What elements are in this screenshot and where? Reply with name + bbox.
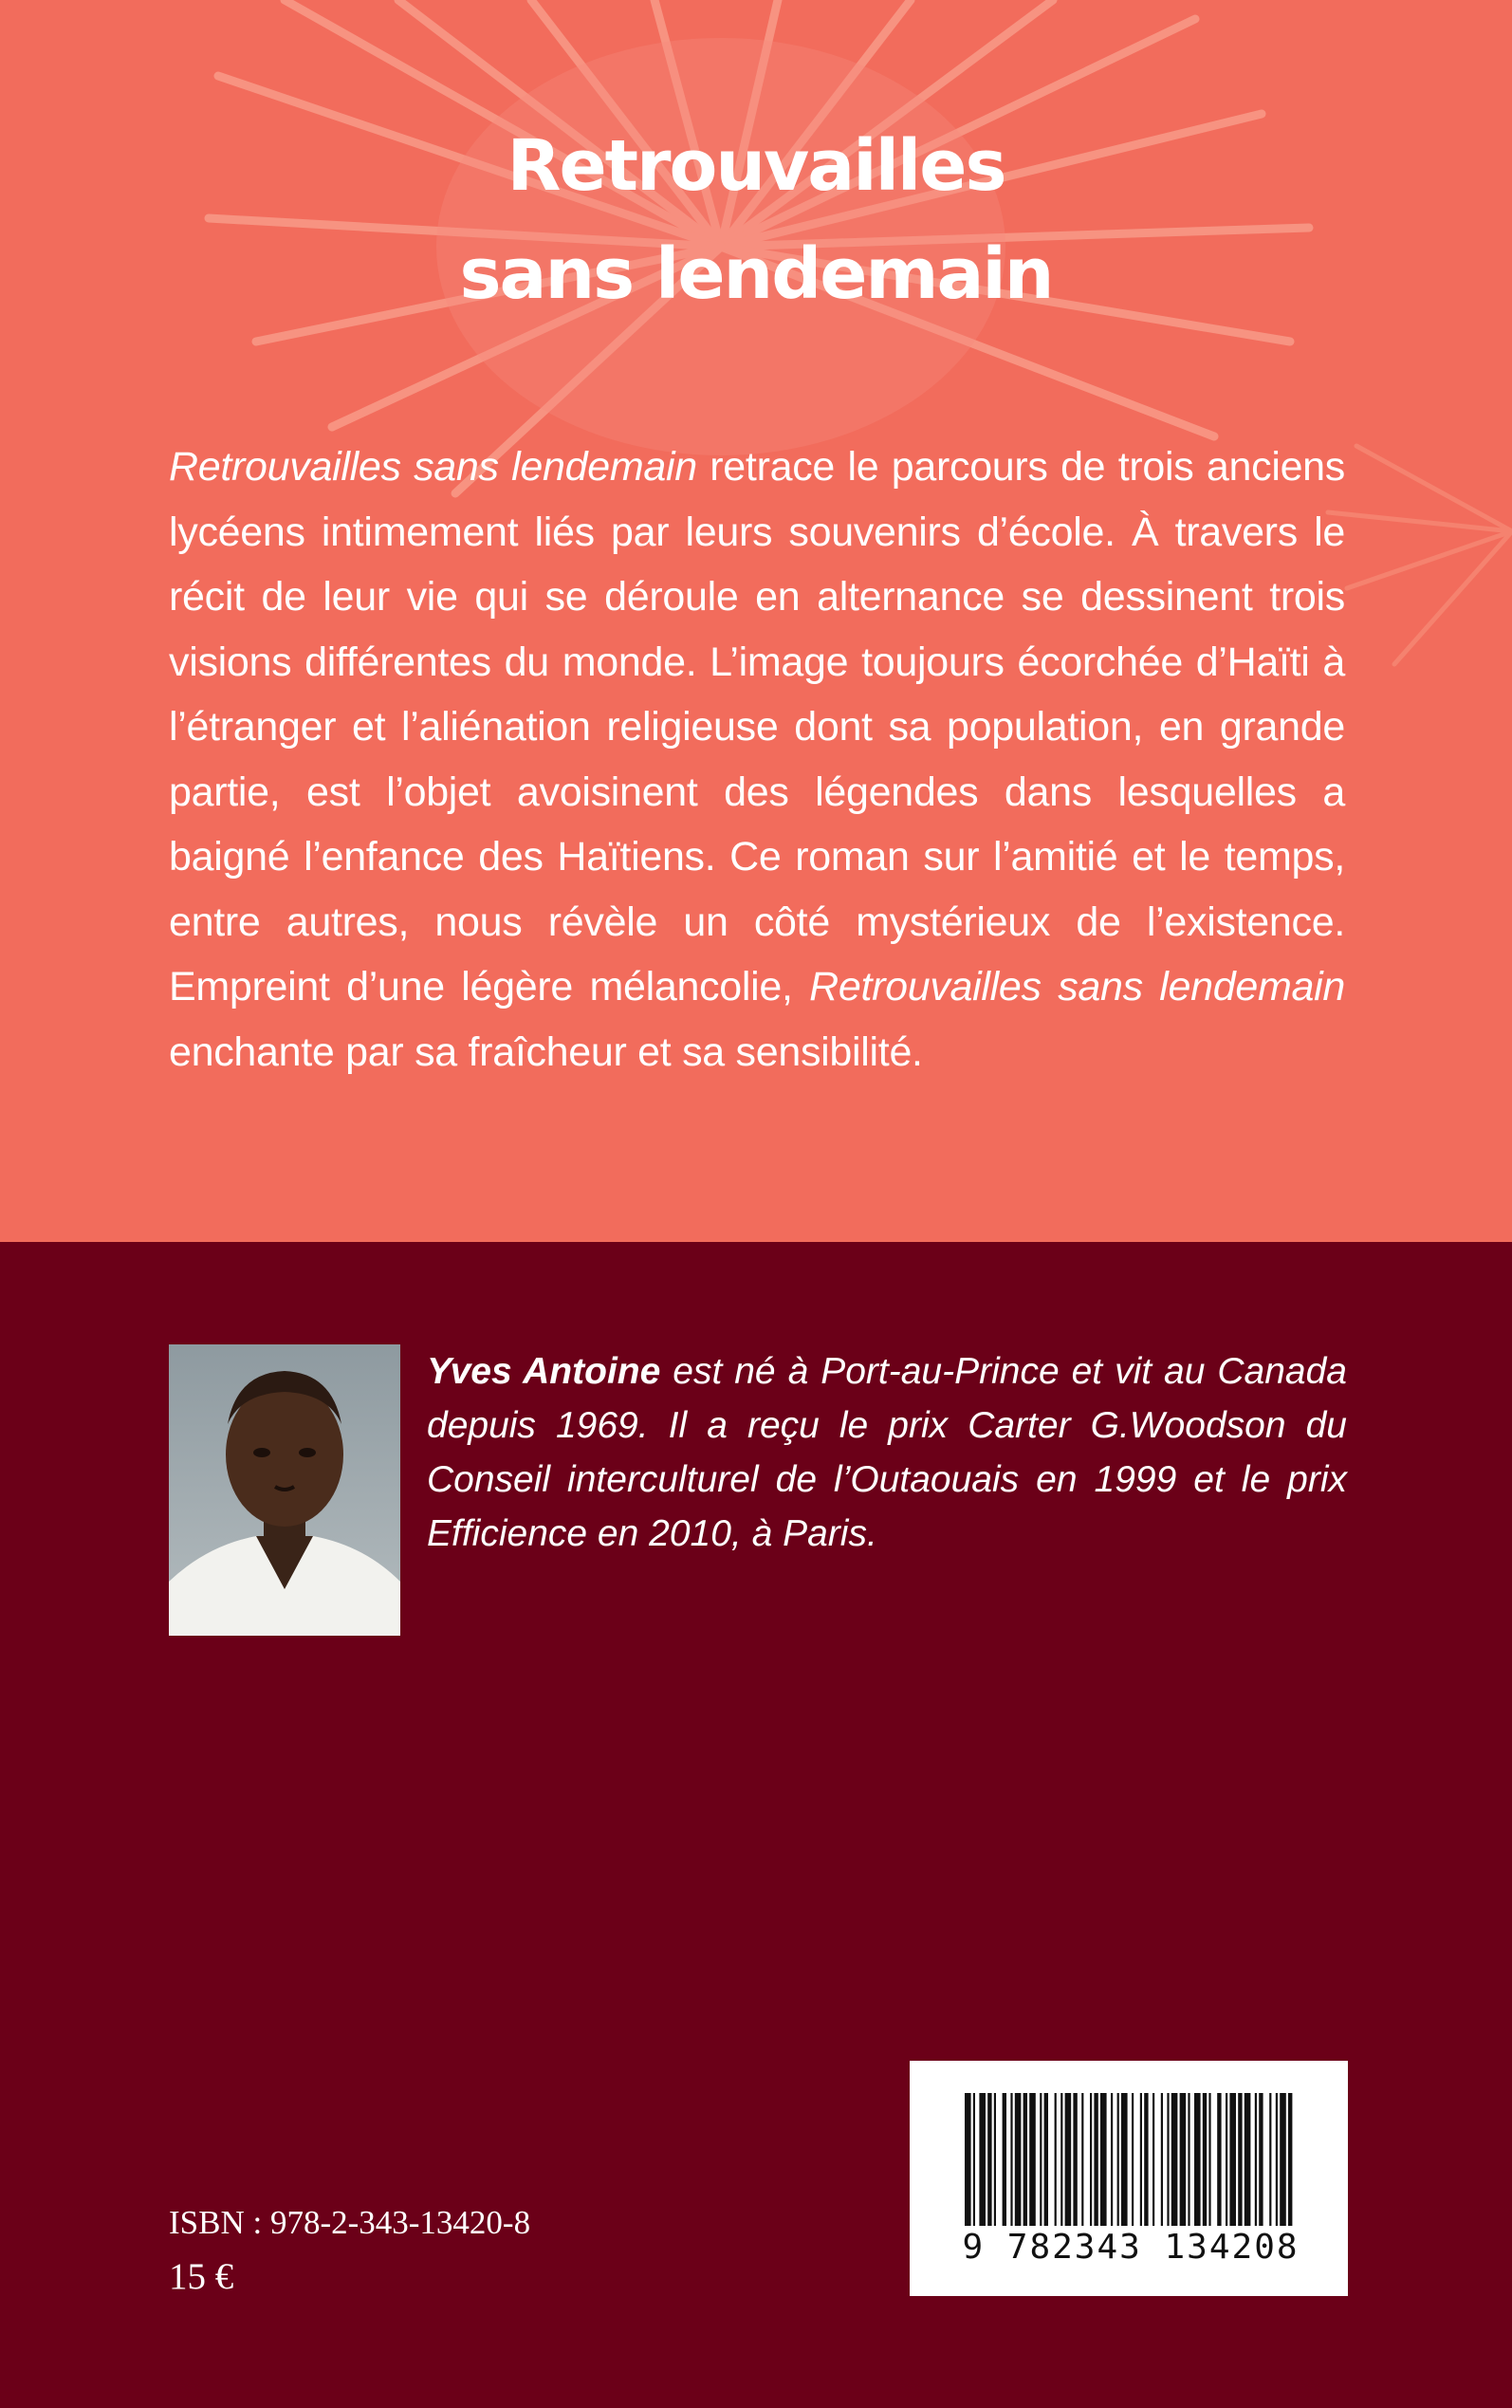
book-title (0, 112, 1512, 328)
book-blurb (169, 435, 1345, 1084)
barcode (910, 2061, 1348, 2296)
author-bio (427, 1344, 1347, 1561)
author-bio-text: est né à Port-au-Prince et vit au Canada depuis 1969. Il a reçu le prix Carter G.Woodson du Conseil interculturel de l’Outaouais en 1999 et le prix Efficience en 2010, à Paris. (427, 1351, 1347, 1554)
price-label: 15 € (169, 2256, 234, 2297)
barcode-digits: 9 782343 134208 (962, 2228, 1300, 2267)
book-title-line1: Retrouvailles (507, 125, 1005, 207)
book-title-line2: sans lendemain (459, 233, 1053, 315)
author-portrait-image (169, 1344, 400, 1636)
barcode-bars (965, 2093, 1293, 2226)
blurb-title-italic: Retrouvailles sans lendemain (809, 964, 1345, 1010)
blurb-text: retrace le parcours de trois anciens lycéens intimement liés par leurs souvenirs d’école. À travers le récit de leur vie qui se déroule en alternance se dessinent trois visions différentes du monde. L’image toujours écorchée d’Haïti à l’étranger et l’aliénation religieuse dont sa population, en grande partie, est l’objet avoisinent des légendes dans lesquelles a baigné l’enfance des Haïtiens. Ce roman sur l’amitié et le temps, entre autres, nous révèle un côté mystérieux de l’existence. Empreint d’une légère mélancolie, (169, 444, 1345, 1010)
author-photo (169, 1344, 400, 1636)
isbn-label: ISBN : 978-2-343-13420-8 (169, 2204, 531, 2241)
author-name: Yves Antoine (427, 1351, 661, 1392)
blurb-text: enchante par sa fraîcheur et sa sensibilité. (169, 1028, 923, 1075)
blurb-title-italic: Retrouvailles sans lendemain (169, 444, 697, 490)
